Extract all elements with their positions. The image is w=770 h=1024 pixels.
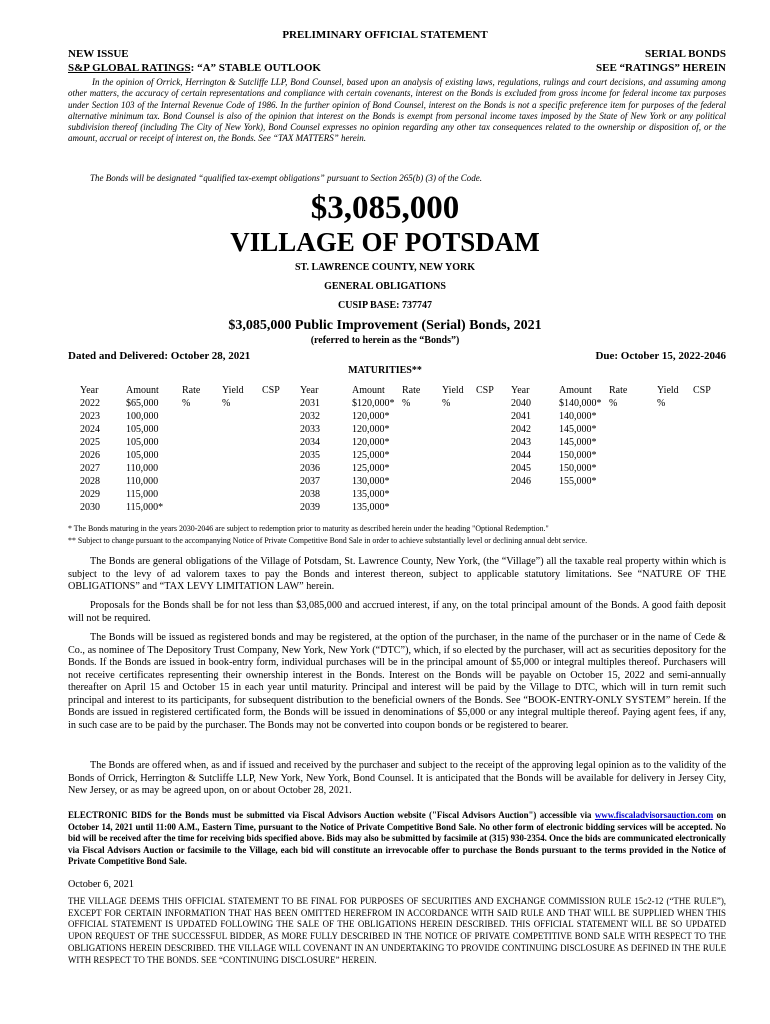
paragraph-proposals: Proposals for the Bonds shall be for not less than $3,085,000 and accrued interest, if any, on the total principal amount of the Bonds. A good faith deposit will not be required. [68, 600, 726, 624]
maturity-rate [182, 462, 222, 475]
maturity-amount: 100,000 [126, 411, 159, 422]
maturity-year: 2023 [80, 411, 100, 422]
maturity-header-row [511, 384, 723, 397]
maturity-rate [609, 462, 657, 475]
footnote-redemption: * The Bonds maturing in the years 2030-2046 are subject to redemption prior to maturity as described herein under the heading "Optional Redemption." [68, 524, 549, 533]
maturity-amount: $140,000* [559, 398, 602, 409]
obligations-line: GENERAL OBLIGATIONS [324, 281, 446, 292]
maturity-year: 2029 [80, 489, 100, 500]
year-header: Year [511, 385, 530, 396]
csp-header: CSP [262, 385, 280, 396]
maturity-year: 2042 [511, 424, 531, 435]
issuer-name: VILLAGE OF POTSDAM [230, 227, 540, 257]
maturity-row [511, 397, 723, 410]
maturity-yield [222, 436, 262, 449]
maturity-row [300, 488, 506, 501]
amount-header: Amount [559, 385, 592, 396]
maturity-row [80, 449, 292, 462]
maturity-amount: 155,000* [559, 476, 597, 487]
maturity-year: 2040 [511, 398, 531, 409]
maturity-rate [402, 449, 442, 462]
maturity-yield [222, 410, 262, 423]
yield-header: Yield [222, 385, 244, 396]
maturity-rate [402, 462, 442, 475]
paragraph-general-obligations: The Bonds are general obligations of the Village of Potsdam, St. Lawrence County, New York, (the “Village”) all the taxable real property within which is subject to the levy of ad valorem taxes to pay the Bonds and interest thereon, subject to applicable statutory limitations. See “NATURE OF THE OBLIGATIONS” and “TAX LEVY LIMITATION LAW” herein. [68, 556, 726, 593]
maturity-rate [182, 436, 222, 449]
tax-designation: The Bonds will be designated “qualified tax-exempt obligations” pursuant to Section 265(b) (3) of the Code. [90, 173, 482, 183]
maturity-row [300, 436, 506, 449]
maturity-row [80, 488, 292, 501]
maturity-year: 2035 [300, 450, 320, 461]
maturity-amount: 110,000 [126, 463, 159, 474]
maturities-heading: MATURITIES** [348, 365, 422, 376]
maturity-yield: % [222, 398, 231, 409]
maturity-row [511, 410, 723, 423]
maturity-year: 2022 [80, 398, 100, 409]
maturity-header-row [80, 384, 292, 397]
maturity-row [80, 436, 292, 449]
maturity-year: 2038 [300, 489, 320, 500]
maturity-amount: $65,000 [126, 398, 159, 409]
maturity-row [300, 397, 506, 410]
maturity-year: 2034 [300, 437, 320, 448]
maturity-yield [222, 423, 262, 436]
maturity-yield [442, 436, 476, 449]
maturity-year: 2044 [511, 450, 531, 461]
maturity-rate [182, 475, 222, 488]
maturity-yield [442, 475, 476, 488]
maturity-yield [657, 423, 693, 436]
maturity-rate [609, 423, 657, 436]
maturity-yield [222, 475, 262, 488]
maturity-yield [657, 410, 693, 423]
maturity-amount: 135,000* [352, 502, 390, 513]
maturity-rate [182, 501, 222, 514]
maturity-row [80, 501, 292, 514]
yield-header: Yield [657, 385, 679, 396]
maturity-rate [609, 436, 657, 449]
maturity-rate [402, 501, 442, 514]
final-disclosure-paragraph: THE VILLAGE DEEMS THIS OFFICIAL STATEMENT TO BE FINAL FOR PURPOSES OF SECURITIES AND EXCHANGE COMMISSION RULE 15c2-12 (“THE RULE”), EXCEPT FOR CERTAIN INFORMATION THAT HAS BEEN OMITTED HEREFROM IN ACCORDANCE WITH SAID RULE AND THAT WILL BE SUPPLIED WHEN THIS OFFICIAL STATEMENT IS UPDATED FOLLOWING THE SALE OF THE OBLIGATIONS HEREIN DESCRIBED. THIS OFFICIAL STATEMENT WILL BE SO UPDATED UPON REQUEST OF THE SUCCESSFUL BIDDER, AS MORE FULLY DESCRIBED IN THE NOTICE OF PRIVATE COMPETITIVE BOND SALE WITH RESPECT TO THE OBLIGATIONS HEREIN DESCRIBED. THE VILLAGE WILL COVENANT IN AN UNDERTAKING TO PROVIDE CONTINUING DISCLOSURE AS DEFINED IN THE RULE WITH RESPECT TO THE BONDS. SEE “CONTINUING DISCLOSURE” HEREIN. [68, 896, 726, 965]
maturity-row [80, 462, 292, 475]
maturity-rate [402, 488, 442, 501]
amount-header: Amount [126, 385, 159, 396]
maturity-amount: 150,000* [559, 463, 597, 474]
due-line: Due: October 15, 2022-2046 [595, 350, 726, 362]
rate-header: Rate [182, 385, 201, 396]
maturity-row [511, 423, 723, 436]
maturity-yield [657, 449, 693, 462]
serial-bonds-label: SERIAL BONDS [644, 48, 726, 60]
maturity-yield [222, 462, 262, 475]
maturity-yield: % [442, 398, 451, 409]
maturity-amount: 115,000* [126, 502, 164, 513]
maturity-amount: 120,000* [352, 437, 390, 448]
maturity-rate: % [402, 398, 411, 409]
maturity-year: 2030 [80, 502, 100, 513]
referred-line: (referred to herein as the “Bonds”) [310, 335, 460, 346]
maturity-yield [442, 449, 476, 462]
maturity-amount: 135,000* [352, 489, 390, 500]
maturity-amount: 115,000 [126, 489, 159, 500]
paragraph-registration: The Bonds will be issued as registered bonds and may be registered, at the option of the purchaser, in the name of the purchaser or in the name of Cede & Co., as nominee of The Depository Trust Company, New York, New York (“DTC”), which, if so elected by the purchaser, will act as securities depository for the Bonds. If the Bonds are issued in book-entry form, individual purchases will be in the principal amount of $5,000 or integral multiples thereof. Purchasers will not receive certificates representing their ownership interest in the Bonds. Interest on the Bonds will be payable on October 15, 2022 and semi-annually thereafter on April 15 and October 15 in each year until maturity. Principal and interest will be paid by the Village to DTC, which will in turn remit such principal and interest to its participants, for subsequent distribution to the beneficial owners of the Bonds. See “BOOK-ENTRY-ONLY SYSTEM” herein. If the Bonds are issued in registered certificated form, the Bonds will be issued in denominations of $5,000 or any integral multiple thereof. Paying agent fees, if any, in such case are to be paid by the purchaser. The Bonds may not be converted into coupon bonds or be registered to bearer. [68, 632, 726, 731]
maturity-amount: 120,000* [352, 411, 390, 422]
csp-header: CSP [476, 385, 494, 396]
maturity-yield [442, 488, 476, 501]
ratings-reference: SEE “RATINGS” HEREIN [596, 62, 726, 74]
maturity-rate [182, 449, 222, 462]
auction-website-link[interactable]: www.fiscaladvisorsauction.com [594, 810, 714, 820]
maturity-amount: 125,000* [352, 463, 390, 474]
maturity-row [300, 449, 506, 462]
maturity-yield [657, 436, 693, 449]
maturity-amount: 140,000* [559, 411, 597, 422]
maturity-yield [222, 449, 262, 462]
maturity-year: 2045 [511, 463, 531, 474]
maturity-rate [609, 410, 657, 423]
maturity-year: 2027 [80, 463, 100, 474]
maturity-rate [609, 449, 657, 462]
maturity-year: 2032 [300, 411, 320, 422]
rating-line [68, 62, 321, 74]
bond-issue-title: $3,085,000 Public Improvement (Serial) Bonds, 2021 [228, 318, 542, 333]
maturity-row [300, 501, 506, 514]
maturity-yield [442, 423, 476, 436]
paragraph-offering: The Bonds are offered when, as and if issued and received by the purchaser and subject to the receipt of the approving legal opinion as to the validity of the Bonds of Orrick, Herrington & Sutcliffe LLP, New York, New York, Bond Counsel. It is anticipated that the Bonds will be available for delivery in Jersey City, New Jersey, or as may be agreed upon, on or about October 28, 2021. [68, 760, 726, 797]
rating-value: : “A” STABLE OUTLOOK [190, 62, 321, 74]
maturity-rate [182, 410, 222, 423]
maturity-yield [222, 488, 262, 501]
maturity-rate: % [609, 398, 618, 409]
maturity-amount: 110,000 [126, 476, 159, 487]
bond-amount: $3,085,000 [310, 190, 460, 226]
maturity-yield: % [657, 398, 666, 409]
cusip-line: CUSIP BASE: 737747 [338, 300, 432, 311]
amount-header: Amount [352, 385, 385, 396]
maturity-year: 2036 [300, 463, 320, 474]
maturity-amount: 125,000* [352, 450, 390, 461]
footnote-subject-to-change: ** Subject to change pursuant to the accompanying Notice of Private Competitive Bond Sale in order to achieve substantially level or declining annual debt service. [68, 536, 588, 545]
electronic-bids-terms: on October 14, 2021 until 11:00 A.M., Eastern Time, pursuant to the Notice of Private Competitive Bond Sale. No other form of electronic bidding services will be accepted. No bid will be received after the time for receiving bids specified above. Bids may also be submitted by facsimile at (315) 930-2354. Once the bids are communicated electronically via Fiscal Advisors Auction or facsimile to the Village, each bid will constitute an irrevocable offer to purchase the Bonds pursuant to the terms provided in the Notice of Private Competitive Bond Sale. [68, 810, 727, 866]
maturity-amount: 145,000* [559, 437, 597, 448]
csp-header: CSP [693, 385, 711, 396]
maturity-column-3 [511, 384, 723, 488]
maturity-rate [402, 410, 442, 423]
maturity-rate: % [182, 398, 191, 409]
maturity-year: 2026 [80, 450, 100, 461]
maturity-row [80, 423, 292, 436]
maturity-row [80, 410, 292, 423]
rate-header: Rate [402, 385, 421, 396]
maturity-year: 2039 [300, 502, 320, 513]
maturity-yield [657, 462, 693, 475]
maturity-row [300, 410, 506, 423]
maturity-column-2 [300, 384, 506, 514]
dated-line: Dated and Delivered: October 28, 2021 [68, 350, 251, 362]
rating-agency: S&P GLOBAL RATINGS [68, 62, 191, 74]
maturity-amount: 145,000* [559, 424, 597, 435]
maturity-row [511, 436, 723, 449]
maturity-amount: 105,000 [126, 437, 159, 448]
maturity-yield [442, 501, 476, 514]
maturity-amount: $120,000* [352, 398, 395, 409]
maturity-row [511, 449, 723, 462]
maturity-year: 2025 [80, 437, 100, 448]
maturity-amount: 105,000 [126, 450, 159, 461]
county-line: ST. LAWRENCE COUNTY, NEW YORK [294, 262, 476, 273]
maturity-yield [222, 501, 262, 514]
maturity-amount: 130,000* [352, 476, 390, 487]
yield-header: Yield [442, 385, 464, 396]
maturity-year: 2041 [511, 411, 531, 422]
maturity-rate [182, 423, 222, 436]
maturity-amount: 150,000* [559, 450, 597, 461]
maturity-row [80, 475, 292, 488]
maturity-year: 2037 [300, 476, 320, 487]
maturity-row [80, 397, 292, 410]
maturity-rate [182, 488, 222, 501]
maturity-row [511, 475, 723, 488]
rate-header: Rate [609, 385, 628, 396]
electronic-bids-intro: ELECTRONIC BIDS for the Bonds must be submitted via Fiscal Advisors Auction website ("Fiscal Advisors Auction") accessible via [68, 810, 595, 820]
maturity-rate [402, 436, 442, 449]
maturity-year: 2031 [300, 398, 320, 409]
maturity-amount: 105,000 [126, 424, 159, 435]
maturity-row [511, 462, 723, 475]
electronic-bids-paragraph [68, 810, 726, 868]
maturity-rate [609, 475, 657, 488]
maturity-yield [657, 475, 693, 488]
year-header: Year [80, 385, 99, 396]
maturity-row [300, 475, 506, 488]
maturity-row [300, 423, 506, 436]
maturity-year: 2043 [511, 437, 531, 448]
maturity-amount: 120,000* [352, 424, 390, 435]
document-title: PRELIMINARY OFFICIAL STATEMENT [282, 29, 488, 41]
maturity-yield [442, 410, 476, 423]
statement-date: October 6, 2021 [68, 879, 134, 890]
maturity-column-1 [80, 384, 292, 514]
maturity-header-row [300, 384, 506, 397]
tax-opinion: In the opinion of Orrick, Herrington & Sutcliffe LLP, Bond Counsel, based upon an analysis of existing laws, regulations, rulings and court decisions, and assuming among other matters, the accuracy of certain representations and compliance with certain covenants, interest on the Bonds is excluded from gross income for federal income tax purposes under Section 103 of the Internal Revenue Code of 1986. In the further opinion of Bond Counsel, interest on the Bonds is not a specific preference item for purposes of the federal alternative minimum tax. Bond Counsel is also of the opinion that interest on the Bonds is exempt from personal income taxes imposed by the State of New York or any political subdivision thereof (including The City of New York), Bond Counsel expresses no opinion regarding any other tax consequences related to the ownership or disposition of, or the amount, accrual or receipt of interest on, the Bonds. See “TAX MATTERS” herein. [68, 77, 726, 144]
maturity-year: 2046 [511, 476, 531, 487]
maturity-rate [402, 475, 442, 488]
maturity-year: 2033 [300, 424, 320, 435]
new-issue-label: NEW ISSUE [68, 48, 129, 60]
maturity-row [300, 462, 506, 475]
year-header: Year [300, 385, 319, 396]
maturity-yield [442, 462, 476, 475]
maturity-year: 2024 [80, 424, 100, 435]
maturity-rate [402, 423, 442, 436]
maturity-year: 2028 [80, 476, 100, 487]
